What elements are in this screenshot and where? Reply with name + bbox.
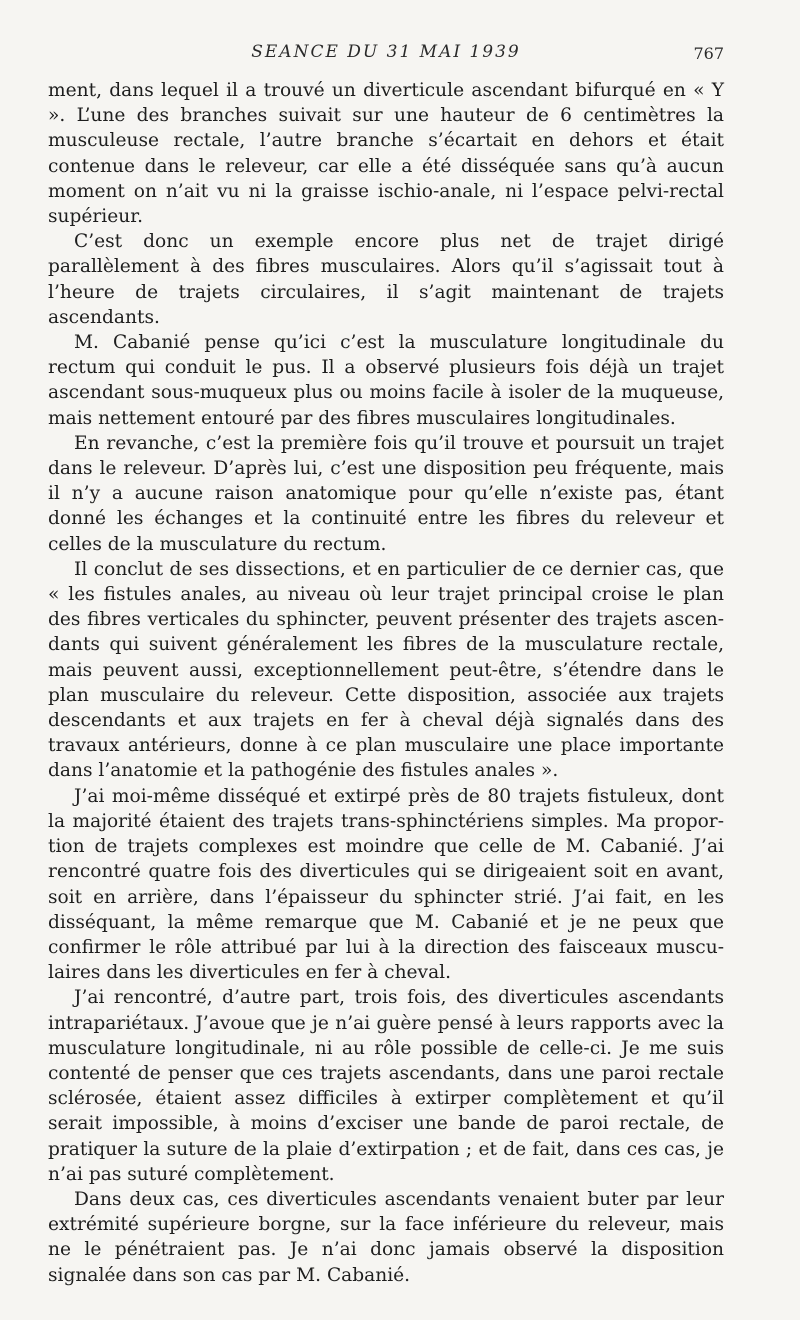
paragraph: J’ai rencontré, d’autre part, trois fois, des diverticules ascendants intrapariétaux. J’avoue que je n’ai guère pensé à leurs rapports avec la musculature longitudinale, ni au rôle possible de celle-ci. Je me suis contenté de penser que ces trajets ascendants, dans une paroi rectale sclérosée, étaient assez difficiles à extirper complètement et qu’il serait impossible, à moins d’exciser une bande de paroi rectale, de pratiquer la suture de la plaie d’extirpation ; et de fait, dans ces cas, je n’ai pas suturé complètement. — [48, 987, 724, 1185]
page-number: 767 — [693, 44, 724, 63]
paragraph: Dans deux cas, ces diverticules ascendants venaient buter par leur extrémité supérieure borgne, sur la face inférieure du releveur, mais ne le pénétraient pas. Je n’ai donc jamais observé la disposition signalée dans son cas par M. Cabanié. — [48, 1188, 724, 1286]
body-text — [48, 78, 724, 1288]
paragraph: En revanche, c’est la première fois qu’il trouve et poursuit un trajet dans le releveur. D’après lui, c’est une disposition peu fréquente, mais il n’y a aucune raison anatomique pour qu’elle n’existe pas, étant donné les échanges et la continuité entre les fibres du releveur et celles de la musculature du rectum. — [48, 432, 724, 555]
running-title: SEANCE DU 31 MAI 1939 — [251, 42, 521, 62]
paragraph-continuation: ment, dans lequel il a trouvé un diverticule ascendant bifurqué en « Y ». L’une des branches suivait sur une hauteur de 6 centimètres la musculeuse rectale, l’autre branche s’écartait en dehors et était contenue dans le releveur, car elle a été disséquée sans qu’à aucun moment on n’ait vu ni la graisse ischio-anale, ni l’espace pelvi-rectal supérieur. — [48, 80, 724, 228]
paragraph: M. Cabanié pense qu’ici c’est la musculature longitudinale du rectum qui conduit le pus. Il a observé plusieurs fois déjà un trajet ascendant sous-muqueux plus ou moins facile à isoler de la muqueuse, mais nettement entouré par des fibres musculaires longitudinales. — [48, 332, 724, 429]
page-header — [48, 38, 724, 78]
paragraph: C’est donc un exemple encore plus net de trajet dirigé parallèlement à des fibres musculaires. Alors qu’il s’agissait tout à l’heure de trajets circulaires, il s’agit maintenant de trajets ascendants. — [48, 231, 724, 328]
document-page — [48, 38, 724, 1288]
paragraph-quote-conclusion: Il conclut de ses dissections, et en particulier de ce dernier cas, que « les fistules anales, au niveau où leur trajet principal croise le plan des fibres verticales du sphincter, peuvent présenter des trajets ascendants qui suivent généralement les fibres de la musculature rectale, mais peuvent aussi, exceptionnellement peut-être, s’étendre dans le plan musculaire du releveur. Cette disposition, associée aux trajets descendants et aux trajets en fer à cheval déjà signalés dans des travaux antérieurs, donne à ce plan musculaire une place importante dans l’anatomie et la pathogénie des fistules anales ». — [48, 558, 724, 782]
paragraph: J’ai moi-même disséqué et extirpé près de 80 trajets fistuleux, dont la majorité étaient des trajets trans-sphinctériens simples. Ma proportion de trajets complexes est moindre que celle de M. Cabanié. J’ai rencontré quatre fois des diverticules qui se dirigeaient soit en avant, soit en arrière, dans l’épaisseur du sphincter strié. J’ai fait, en les disséquant, la même remarque que M. Cabanié et je ne peux que confirmer le rôle attribué par lui à la direction des faisceaux musculaires dans les diverticules en fer à cheval. — [48, 785, 724, 984]
